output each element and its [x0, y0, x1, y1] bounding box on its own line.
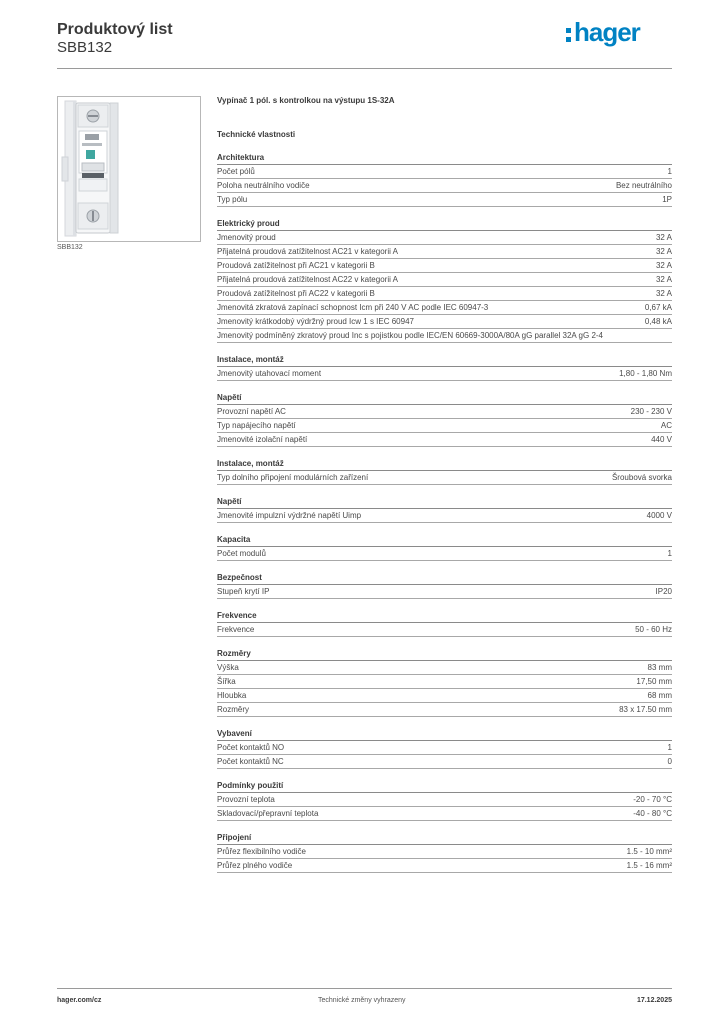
spec-label: Jmenovitý podmíněný zkratový proud Inc s pojistkou podle IEC/EN 60669-3000A/80A gG parallel 32A gG 2-4: [217, 331, 603, 340]
spec-row: [217, 793, 672, 807]
spec-value: 1P: [662, 195, 672, 204]
spec-value: 0,67 kA: [644, 303, 672, 312]
section-header: Podmínky použití: [217, 780, 672, 793]
section-header: Instalace, montáž: [217, 354, 672, 367]
spec-value: Šroubová svorka: [611, 473, 672, 482]
spec-value: 32 A: [655, 275, 672, 284]
section-header: Frekvence: [217, 610, 672, 623]
spec-label: Stupeň krytí IP: [217, 587, 270, 596]
spec-section: [217, 218, 672, 343]
spec-value: AC: [660, 421, 672, 430]
spec-row: [217, 273, 672, 287]
spec-row: [217, 231, 672, 245]
spec-label: Výška: [217, 663, 239, 672]
spec-row: [217, 419, 672, 433]
spec-label: Přijatelná proudová zatížitelnost AC21 v kategorii A: [217, 247, 398, 256]
spec-value: 1: [667, 743, 672, 752]
spec-value: 4000 V: [646, 511, 672, 520]
page-title: Produktový list: [57, 21, 173, 38]
spec-row: [217, 471, 672, 485]
spec-label: Provozní teplota: [217, 795, 275, 804]
switch-illustration: [58, 97, 200, 241]
spec-value: 32 A: [655, 247, 672, 256]
spec-row: [217, 661, 672, 675]
spec-value: 17,50 mm: [636, 677, 672, 686]
spec-value: 1.5 - 16 mm²: [626, 861, 672, 870]
logo-text: hager: [574, 17, 640, 47]
section-header: Kapacita: [217, 534, 672, 547]
spec-label: Skladovací/přepravní teplota: [217, 809, 319, 818]
image-caption: SBB132: [57, 244, 83, 251]
spec-row: [217, 509, 672, 523]
spec-row: [217, 301, 672, 315]
spec-section: [217, 610, 672, 637]
spec-row: [217, 179, 672, 193]
section-header: Rozměry: [217, 648, 672, 661]
spec-value: -20 - 70 °C: [633, 795, 672, 804]
spec-label: Frekvence: [217, 625, 255, 634]
spec-row: [217, 165, 672, 179]
product-image: [57, 96, 201, 242]
spec-value: 0,48 kA: [644, 317, 672, 326]
spec-value: 83 mm: [647, 663, 672, 672]
spec-value: IP20: [655, 587, 672, 596]
spec-label: Jmenovitý krátkodobý výdržný proud Icw 1 s IEC 60947: [217, 317, 414, 326]
spec-label: Jmenovité impulzní výdržné napětí Uimp: [217, 511, 362, 520]
section-header: Napětí: [217, 496, 672, 509]
spec-label: Typ dolního připojení modulárních zařízení: [217, 473, 369, 482]
spec-value: 32 A: [655, 233, 672, 242]
spec-section: [217, 832, 672, 873]
product-code: SBB132: [57, 39, 113, 56]
spec-section: [217, 780, 672, 821]
spec-value: 1: [667, 549, 672, 558]
spec-row: [217, 845, 672, 859]
spec-value: -40 - 80 °C: [633, 809, 672, 818]
logo-dot-bottom: [566, 37, 571, 42]
spec-value: 440 V: [651, 435, 672, 444]
spec-sections: [217, 152, 672, 873]
section-header: Instalace, montáž: [217, 458, 672, 471]
spec-label: Průřez flexibilního vodiče: [217, 847, 306, 856]
spec-section: [217, 152, 672, 207]
logo-dot-top: [566, 28, 571, 33]
spec-section: [217, 496, 672, 523]
spec-row: [217, 433, 672, 447]
spec-value: 230 - 230 V: [630, 407, 672, 416]
spec-label: Proudová zatížitelnost při AC22 v kategorii B: [217, 289, 375, 298]
spec-section: [217, 354, 672, 381]
spec-label: Typ napájecího napětí: [217, 421, 296, 430]
spec-label: Přijatelná proudová zatížitelnost AC22 v kategorii A: [217, 275, 398, 284]
spec-row: [217, 315, 672, 329]
spec-value: 1: [667, 167, 672, 176]
footer-notice: Technické změny vyhrazeny: [318, 997, 406, 1004]
footer-website: hager.com/cz: [57, 997, 102, 1004]
spec-label: Jmenovité izolační napětí: [217, 435, 308, 444]
spec-row: [217, 259, 672, 273]
spec-section: [217, 572, 672, 599]
spec-label: Průřez plného vodiče: [217, 861, 293, 870]
spec-label: Jmenovitá zkratová zapínací schopnost Icm při 240 V AC podle IEC 60947-3: [217, 303, 489, 312]
section-header: Architektura: [217, 152, 672, 165]
section-header: Připojení: [217, 832, 672, 845]
spec-value: 1.5 - 10 mm²: [626, 847, 672, 856]
spec-label: Počet pólů: [217, 167, 255, 176]
spec-value: Bez neutrálního: [615, 181, 672, 190]
spec-row: [217, 703, 672, 717]
spec-row: [217, 585, 672, 599]
header-divider: [57, 68, 672, 69]
spec-row: [217, 547, 672, 561]
spec-row: [217, 807, 672, 821]
spec-section: [217, 458, 672, 485]
spec-label: Jmenovitý utahovací moment: [217, 369, 322, 378]
spec-label: Proudová zatížitelnost při AC21 v kategorii B: [217, 261, 375, 270]
section-header: Elektrický proud: [217, 218, 672, 231]
spec-section: [217, 648, 672, 717]
footer-divider: [57, 988, 672, 989]
spec-row: [217, 689, 672, 703]
spec-row: [217, 245, 672, 259]
spec-label: Provozní napětí AC: [217, 407, 286, 416]
spec-value: 32 A: [655, 289, 672, 298]
spec-section: [217, 728, 672, 769]
footer-date: 17.12.2025: [636, 997, 672, 1004]
section-header: Bezpečnost: [217, 572, 672, 585]
spec-row: [217, 367, 672, 381]
spec-section: [217, 392, 672, 447]
spec-row: [217, 193, 672, 207]
section-header: Napětí: [217, 392, 672, 405]
spec-value: 68 mm: [647, 691, 672, 700]
spec-value: 50 - 60 Hz: [635, 625, 672, 634]
spec-row: [217, 755, 672, 769]
spec-row: [217, 859, 672, 873]
spec-label: Počet kontaktů NO: [217, 743, 285, 752]
spec-label: Typ pólu: [217, 195, 248, 204]
spec-value: 83 x 17.50 mm: [619, 705, 672, 714]
spec-label: Rozměry: [217, 705, 250, 714]
product-title: Vypínač 1 pól. s kontrolkou na výstupu 1S-32A: [217, 96, 395, 105]
spec-row: [217, 405, 672, 419]
spec-label: Počet kontaktů NC: [217, 757, 284, 766]
spec-label: Šířka: [217, 677, 236, 686]
spec-content: [217, 96, 672, 884]
spec-value: 32 A: [655, 261, 672, 270]
spec-row: [217, 675, 672, 689]
spec-row: [217, 287, 672, 301]
spec-row: [217, 329, 672, 343]
spec-value: 1,80 - 1,80 Nm: [619, 369, 672, 378]
spec-label: Jmenovitý proud: [217, 233, 276, 242]
hager-logo: [566, 14, 658, 48]
spec-row: [217, 741, 672, 755]
spec-label: Poloha neutrálního vodiče: [217, 181, 310, 190]
spec-row: [217, 623, 672, 637]
spec-label: Hloubka: [217, 691, 247, 700]
spec-label: Počet modulů: [217, 549, 266, 558]
spec-section: [217, 534, 672, 561]
spec-value: 0: [667, 757, 672, 766]
tech-properties-title: Technické vlastnosti: [217, 130, 296, 139]
section-header: Vybavení: [217, 728, 672, 741]
